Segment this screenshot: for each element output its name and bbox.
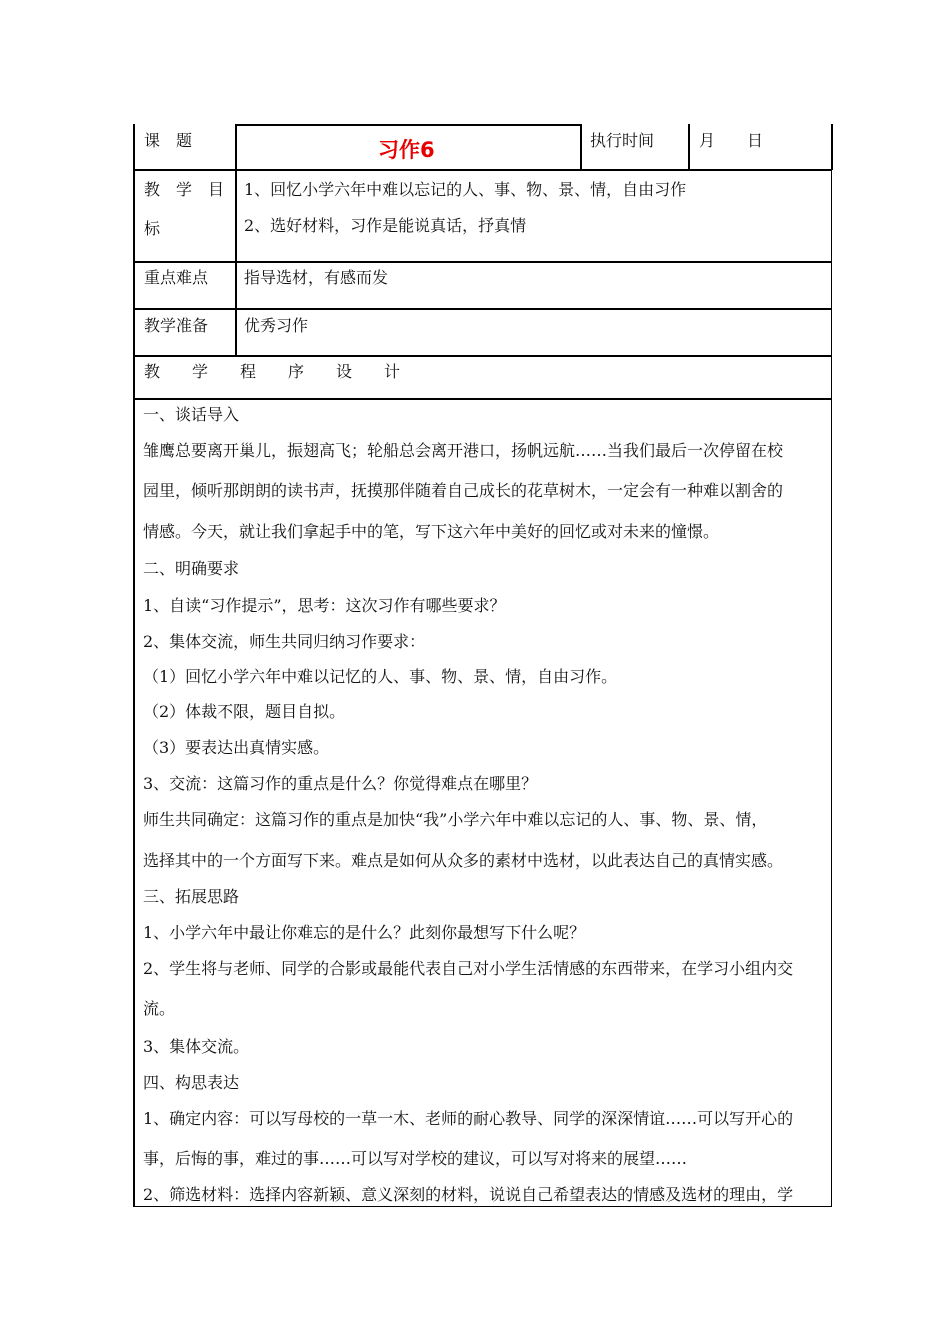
- design-heading: 教 学 程 序 设 计: [144, 362, 401, 381]
- body-line: （1）回忆小学六年中难以记忆的人、事、物、景、情，自由习作。: [143, 667, 618, 686]
- prep-label: 教学准备: [144, 316, 209, 335]
- body-line: 选择其中的一个方面写下来。难点是如何从众多的素材中选材，以此表达自己的真情实感。: [143, 851, 784, 870]
- body-line: 2、学生将与老师、同学的合影或最能代表自己对小学生活情感的东西带来，在学习小组内交: [143, 959, 794, 978]
- topic-label: 课 题: [144, 131, 193, 150]
- body-line: 2、筛选材料：选择内容新颖、意义深刻的材料，说说自己希望表达的情感及选材的理由，学: [143, 1185, 794, 1204]
- exec-time-label: 执行时间: [590, 131, 655, 150]
- body-line: 3、集体交流。: [143, 1037, 250, 1056]
- body-line: 2、集体交流，师生共同归纳习作要求：: [143, 632, 426, 651]
- body-line: 园里，倾听那朗朗的读书声，抚摸那伴随着自己成长的花草树木，一定会有一种难以割舍的: [143, 481, 784, 500]
- body-line: （2）体裁不限，题目自拟。: [143, 702, 346, 721]
- goals-label-line-2: 标: [144, 219, 161, 238]
- date-field: 月 日: [699, 131, 764, 150]
- header-right-border: [831, 124, 833, 170]
- header-col-divider-3: [688, 124, 690, 170]
- key-points-value: 指导选材，有感而发: [244, 268, 389, 287]
- body-line: 事，后悔的事，难过的事……可以写对学校的建议，可以写对将来的展望……: [143, 1149, 688, 1168]
- row-separator-5: [133, 398, 832, 400]
- row-separator-1: [133, 169, 832, 171]
- body-line: 雏鹰总要离开巢儿，振翅高飞；轮船总会离开港口，扬帆远航……当我们最后一次停留在校: [143, 441, 784, 460]
- header-col-divider-1: [235, 124, 237, 170]
- prep-value: 优秀习作: [244, 316, 309, 335]
- title-cell-top-border: [235, 124, 580, 126]
- lesson-plan-table: [133, 124, 832, 1207]
- body-line: 1、小学六年中最让你难忘的是什么？此刻你最想写下什么呢？: [143, 923, 586, 942]
- goals-label-line-1: 教 学 目: [144, 180, 225, 199]
- label-col-divider: [235, 169, 237, 355]
- body-line: 1、确定内容：可以写母校的一草一木、老师的耐心教导、同学的深深情谊……可以写开心的: [143, 1109, 794, 1128]
- body-line: 一、谈话导入: [143, 405, 240, 424]
- body-line: 1、自读“习作提示”，思考：这次习作有哪些要求？: [143, 596, 506, 615]
- body-line: 二、明确要求: [143, 559, 240, 578]
- body-line: 三、拓展思路: [143, 887, 240, 906]
- table-left-border: [133, 124, 135, 1207]
- header-col-divider-2: [580, 124, 582, 170]
- body-line: 师生共同确定：这篇习作的重点是加快“我”小学六年中难以忘记的人、事、物、景、情，: [143, 810, 768, 829]
- page-title: 习作6: [378, 138, 435, 162]
- body-line: 3、交流：这篇习作的重点是什么？你觉得难点在哪里？: [143, 774, 538, 793]
- body-line: （3）要表达出真情实感。: [143, 738, 330, 757]
- key-points-label: 重点难点: [144, 268, 209, 287]
- body-line: 情感。今天，就让我们拿起手中的笔，写下这六年中美好的回忆或对未来的憧憬。: [143, 522, 720, 541]
- body-line: 流。: [143, 999, 176, 1018]
- row-separator-2: [133, 261, 832, 263]
- goal-item-1: 1、回忆小学六年中难以忘记的人、事、物、景、情，自由习作: [244, 180, 687, 199]
- row-separator-4: [133, 355, 832, 357]
- row-separator-3: [133, 308, 832, 310]
- body-line: 四、构思表达: [143, 1073, 240, 1092]
- goal-item-2: 2、选好材料，习作是能说真话，抒真情: [244, 216, 527, 235]
